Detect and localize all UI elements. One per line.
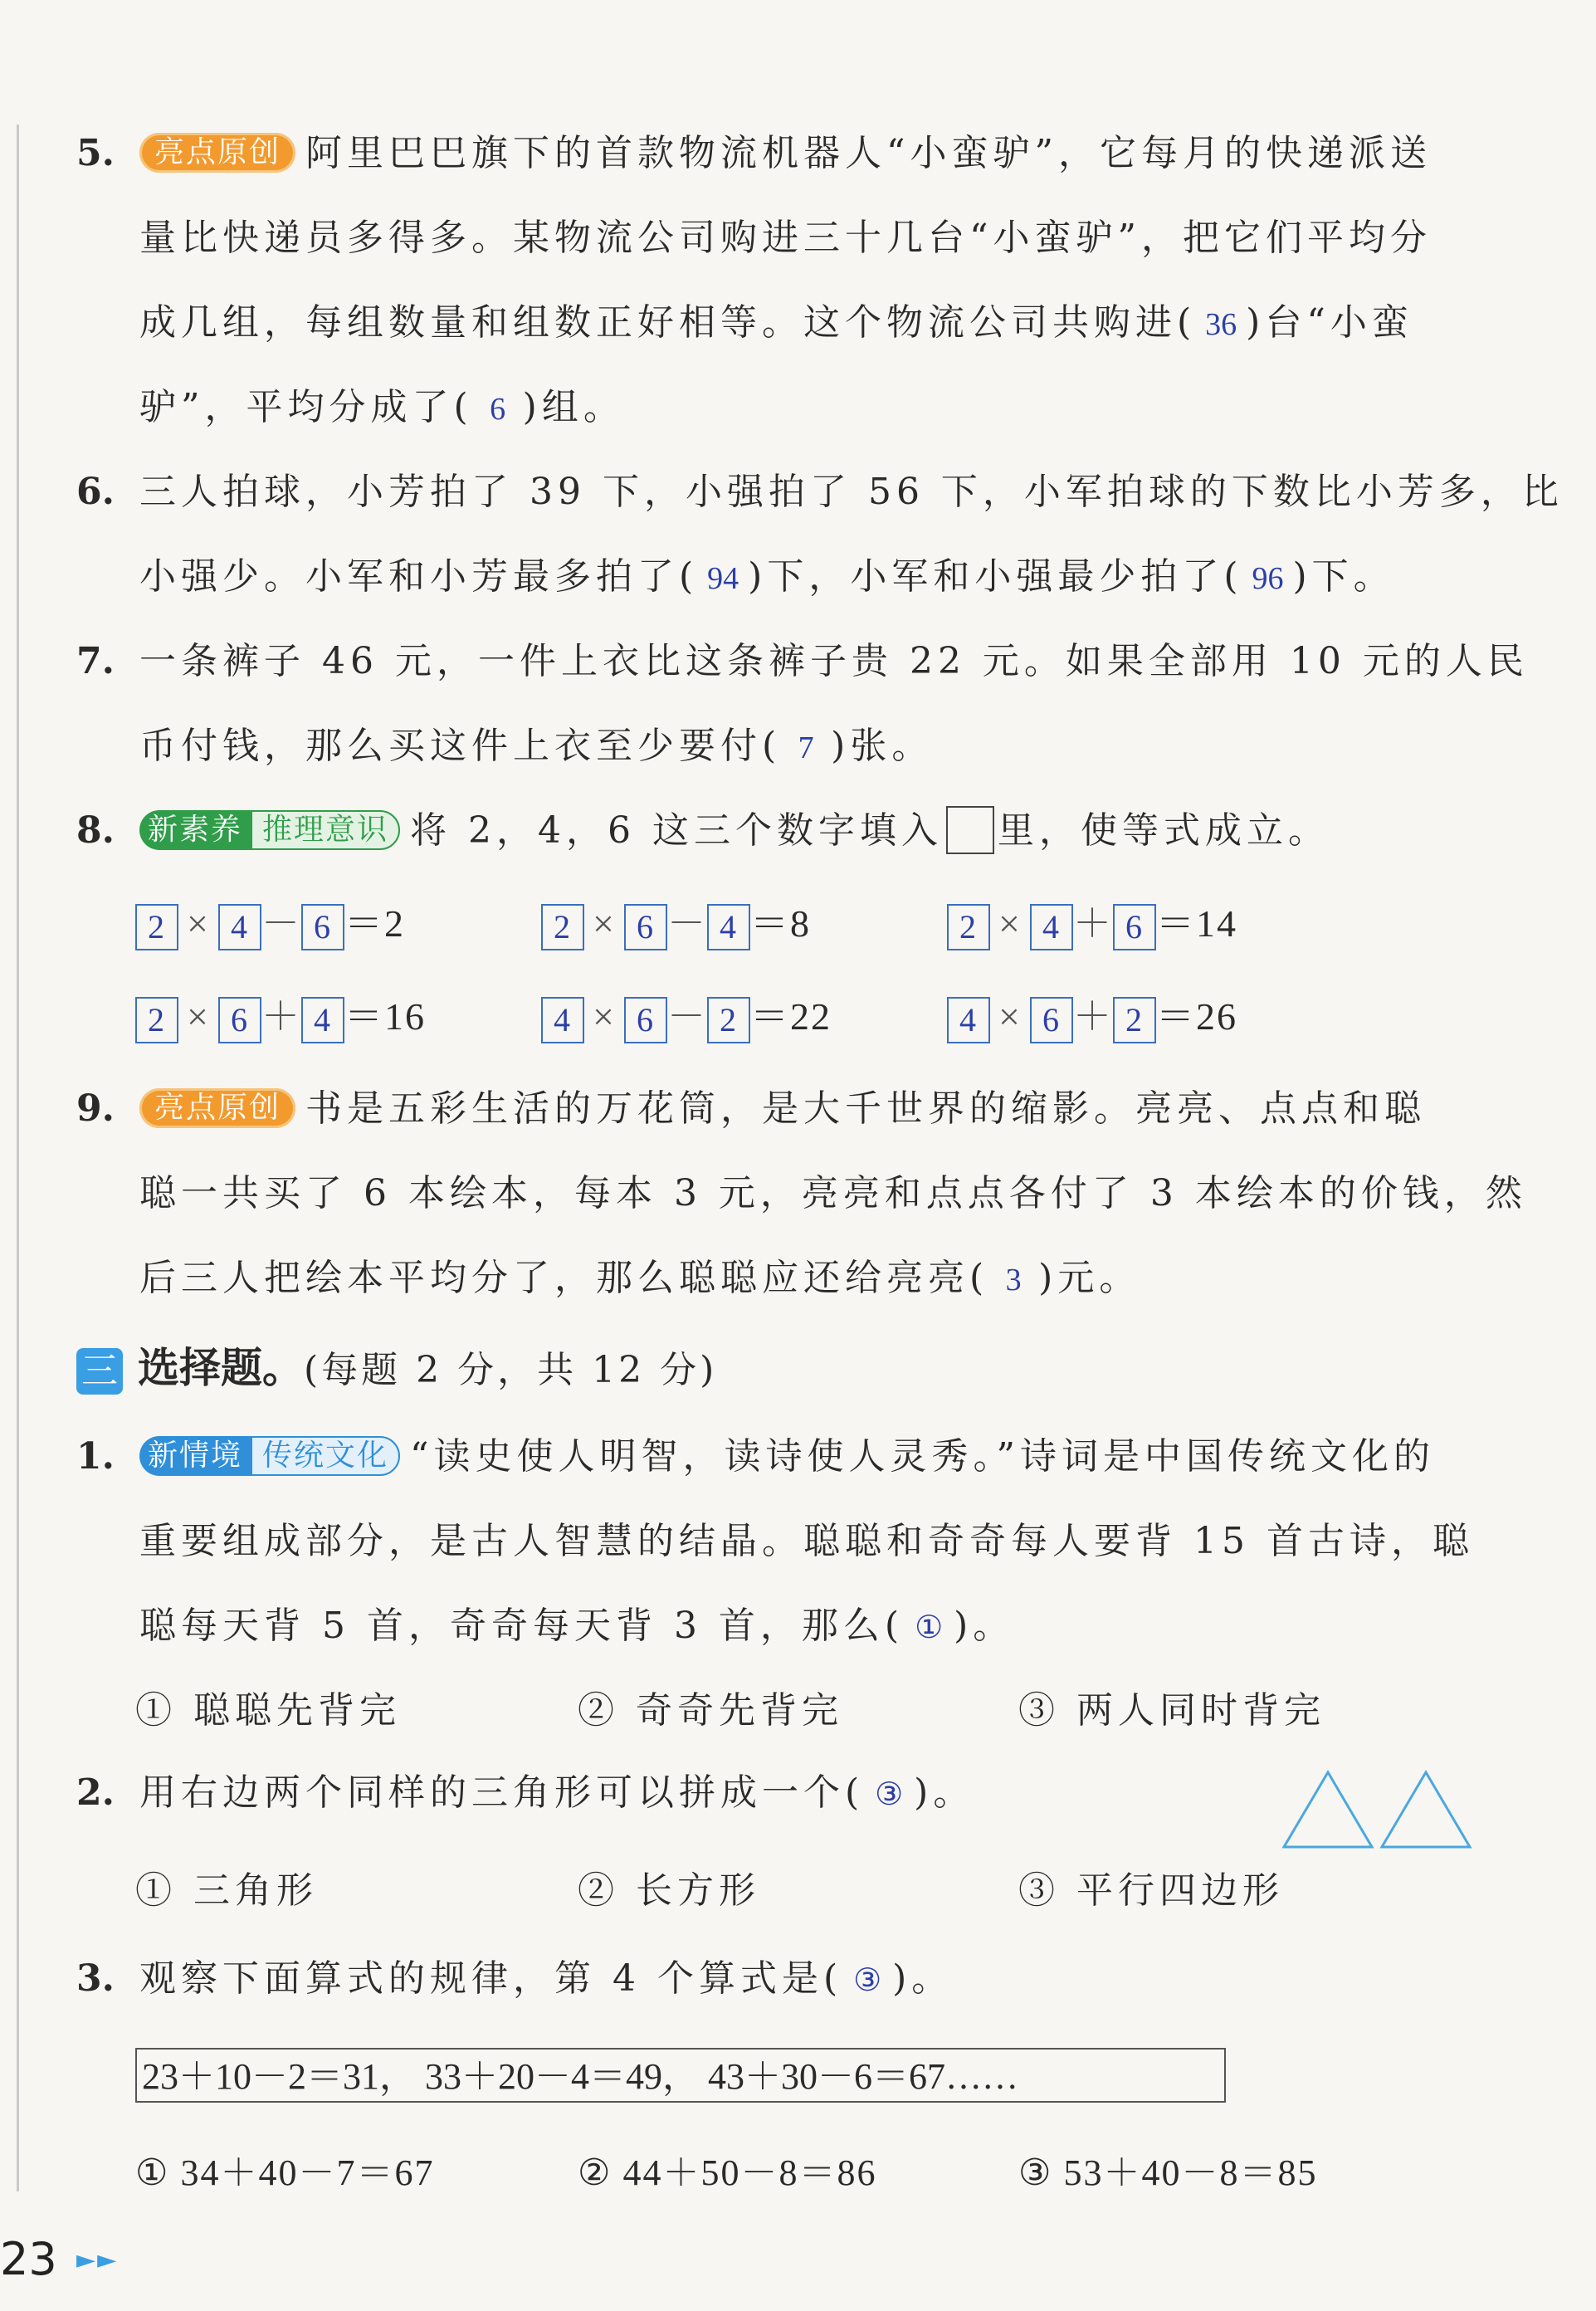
c2-option-1: ① 三角形	[135, 1869, 318, 1912]
equation-result: ＝26	[1156, 995, 1237, 1038]
c2-option-2: ② 长方形	[578, 1869, 760, 1912]
answer-text: 7	[798, 730, 814, 765]
c1-option-1: ① 聪聪先背完	[135, 1689, 401, 1732]
answer-box: 2	[707, 997, 750, 1043]
q7-line-2: 币付钱，那么买这件上衣至少要付( 7 )张。	[139, 721, 1513, 773]
arrow-icon: ►►	[76, 2245, 119, 2274]
answer-text: 6	[490, 392, 506, 427]
equation	[947, 899, 1237, 950]
c1-line-3: 聪每天背 5 首，奇奇每天背 3 首，那么( ① )。	[139, 1601, 1513, 1653]
c3-option-1: ① 34＋40－7＝67	[135, 2152, 435, 2193]
operator: －	[667, 902, 707, 945]
q5-line-4: 驴”，平均分成了( 6 )组。	[139, 383, 1513, 434]
operator: ×	[998, 995, 1022, 1038]
c1-option-3: ③ 两人同时背完	[1018, 1689, 1325, 1732]
q9-line-1: 9. 亮点原创 书是五彩生活的万花筒，是大千世界的缩影。亮亮、点点和聪	[76, 1084, 1513, 1134]
q6-line-1: 6. 三人拍球，小芳拍了 39 下，小强拍了 56 下，小军拍球的下数比小芳多，比	[76, 467, 1513, 517]
q9-line-3: 后三人把绘本平均分了，那么聪聪应还给亮亮( 3 )元。	[139, 1253, 1513, 1305]
question-number: 7.	[76, 640, 115, 682]
highlight-original-tag: 亮点原创	[139, 1088, 295, 1128]
c3-line-1: 3. 观察下面算式的规律，第 4 个算式是( ③ )。	[76, 1954, 1513, 2006]
question-number: 8.	[76, 809, 115, 852]
q7-line-1: 7. 一条裤子 46 元，一件上衣比这条裤子贵 22 元。如果全部用 10 元的人民	[76, 637, 1513, 686]
two-triangles-figure	[1282, 1768, 1473, 1851]
answer-box: 2	[1113, 997, 1156, 1043]
question-number: 1.	[76, 1435, 115, 1478]
operator: ×	[593, 902, 616, 945]
equation-result: ＝14	[1156, 902, 1237, 945]
equation	[135, 899, 405, 950]
q5-line-3: 成几组，每组数量和组数正好相等。这个物流公司共购进( 36 )台“小蛮	[139, 298, 1513, 349]
answer-box: 2	[135, 997, 178, 1043]
new-literacy-tag: 新素养 推理意识	[139, 810, 400, 850]
answer-box: 6	[1113, 904, 1156, 950]
answer-box: 4	[1030, 904, 1073, 950]
equation	[135, 992, 426, 1043]
answer-box: 6	[624, 997, 667, 1043]
answer-box: 4	[218, 904, 261, 950]
answer-box: 6	[624, 904, 667, 950]
operator: ×	[187, 902, 210, 945]
answer-text: ①	[915, 1610, 944, 1645]
margin-line	[17, 125, 19, 2191]
question-number: 2.	[76, 1771, 115, 1814]
equation	[541, 992, 832, 1043]
answer-text: ③	[875, 1777, 904, 1812]
section-header	[76, 1341, 717, 1397]
c1-line-1: 1. 新情境 传统文化 “读史使人明智，读诗使人灵秀。”诗词是中国传统文化的	[76, 1432, 1513, 1482]
answer-text: ③	[853, 1963, 882, 1998]
section-title: 选择题。	[138, 1344, 304, 1392]
operator: ＋	[1073, 902, 1113, 945]
answer-text: 36	[1205, 307, 1237, 342]
q9-line-2: 聪一共买了 6 本绘本，每本 3 元，亮亮和点点各付了 3 本绘本的价钱，然	[139, 1172, 1527, 1214]
equation-result: ＝2	[344, 902, 405, 945]
answer-text: 94	[707, 561, 739, 596]
answer-box: 6	[1030, 997, 1073, 1043]
c2-line-1: 2. 用右边两个同样的三角形可以拼成一个( ③ )。	[76, 1768, 1513, 1820]
pattern-sequence-box: 23＋10－2＝31， 33＋20－4＝49， 43＋30－6＝67……	[135, 2048, 1226, 2103]
equation	[541, 899, 811, 950]
triangle-icon	[1382, 1772, 1470, 1847]
answer-box: 4	[541, 997, 584, 1043]
c1-line-2: 重要组成部分，是古人智慧的结晶。聪聪和奇奇每人要背 15 首古诗，聪	[139, 1520, 1474, 1562]
answer-box: 4	[707, 904, 750, 950]
operator: －	[667, 995, 707, 1038]
answer-box: 6	[301, 904, 344, 950]
operator: ×	[187, 995, 210, 1038]
page-number: 23	[0, 2233, 57, 2285]
triangle-icon	[1284, 1772, 1372, 1847]
equation-result: ＝22	[750, 995, 832, 1038]
blank-square	[946, 806, 994, 854]
equation-result: ＝16	[344, 995, 426, 1038]
q5-line-1: 5. 亮点原创 阿里巴巴旗下的首款物流机器人“小蛮驴”，它每月的快递派送	[76, 129, 1513, 178]
answer-box: 2	[541, 904, 584, 950]
c2-option-3: ③ 平行四边形	[1018, 1869, 1284, 1912]
section-note: (每题 2 分，共 12 分)	[304, 1349, 718, 1391]
operator: ×	[998, 902, 1022, 945]
question-number: 6.	[76, 471, 115, 513]
answer-box: 6	[218, 997, 261, 1043]
answer-text: 96	[1252, 561, 1284, 596]
highlight-original-tag: 亮点原创	[139, 133, 295, 173]
section-number-icon: 三	[76, 1348, 123, 1395]
answer-box: 2	[947, 904, 990, 950]
answer-box: 4	[301, 997, 344, 1043]
equation	[947, 992, 1237, 1043]
answer-box: 2	[135, 904, 178, 950]
new-context-tag: 新情境 传统文化	[139, 1436, 400, 1476]
q5-line-2: 量比快递员多得多。某物流公司购进三十几台“小蛮驴”，把它们平均分	[139, 217, 1432, 259]
answer-text: 3	[1005, 1263, 1022, 1297]
c1-option-2: ② 奇奇先背完	[578, 1689, 843, 1732]
operator: －	[261, 902, 301, 945]
question-number: 3.	[76, 1957, 115, 2000]
question-number: 5.	[76, 132, 115, 174]
q8-line-1: 8. 新素养 推理意识 将 2，4，6 这三个数字填入 里，使等式成立。	[76, 806, 1513, 857]
answer-box: 4	[947, 997, 990, 1043]
operator: ＋	[261, 995, 301, 1038]
question-number: 9.	[76, 1087, 115, 1130]
q6-line-2: 小强少。小军和小芳最多拍了( 94 )下，小军和小强最少拍了( 96 )下。	[139, 552, 1513, 603]
equation-result: ＝8	[750, 902, 811, 945]
operator: ＋	[1073, 995, 1113, 1038]
c3-option-2: ② 44＋50－8＝86	[578, 2152, 877, 2193]
operator: ×	[593, 995, 616, 1038]
c3-option-3: ③ 53＋40－8＝85	[1018, 2152, 1318, 2193]
